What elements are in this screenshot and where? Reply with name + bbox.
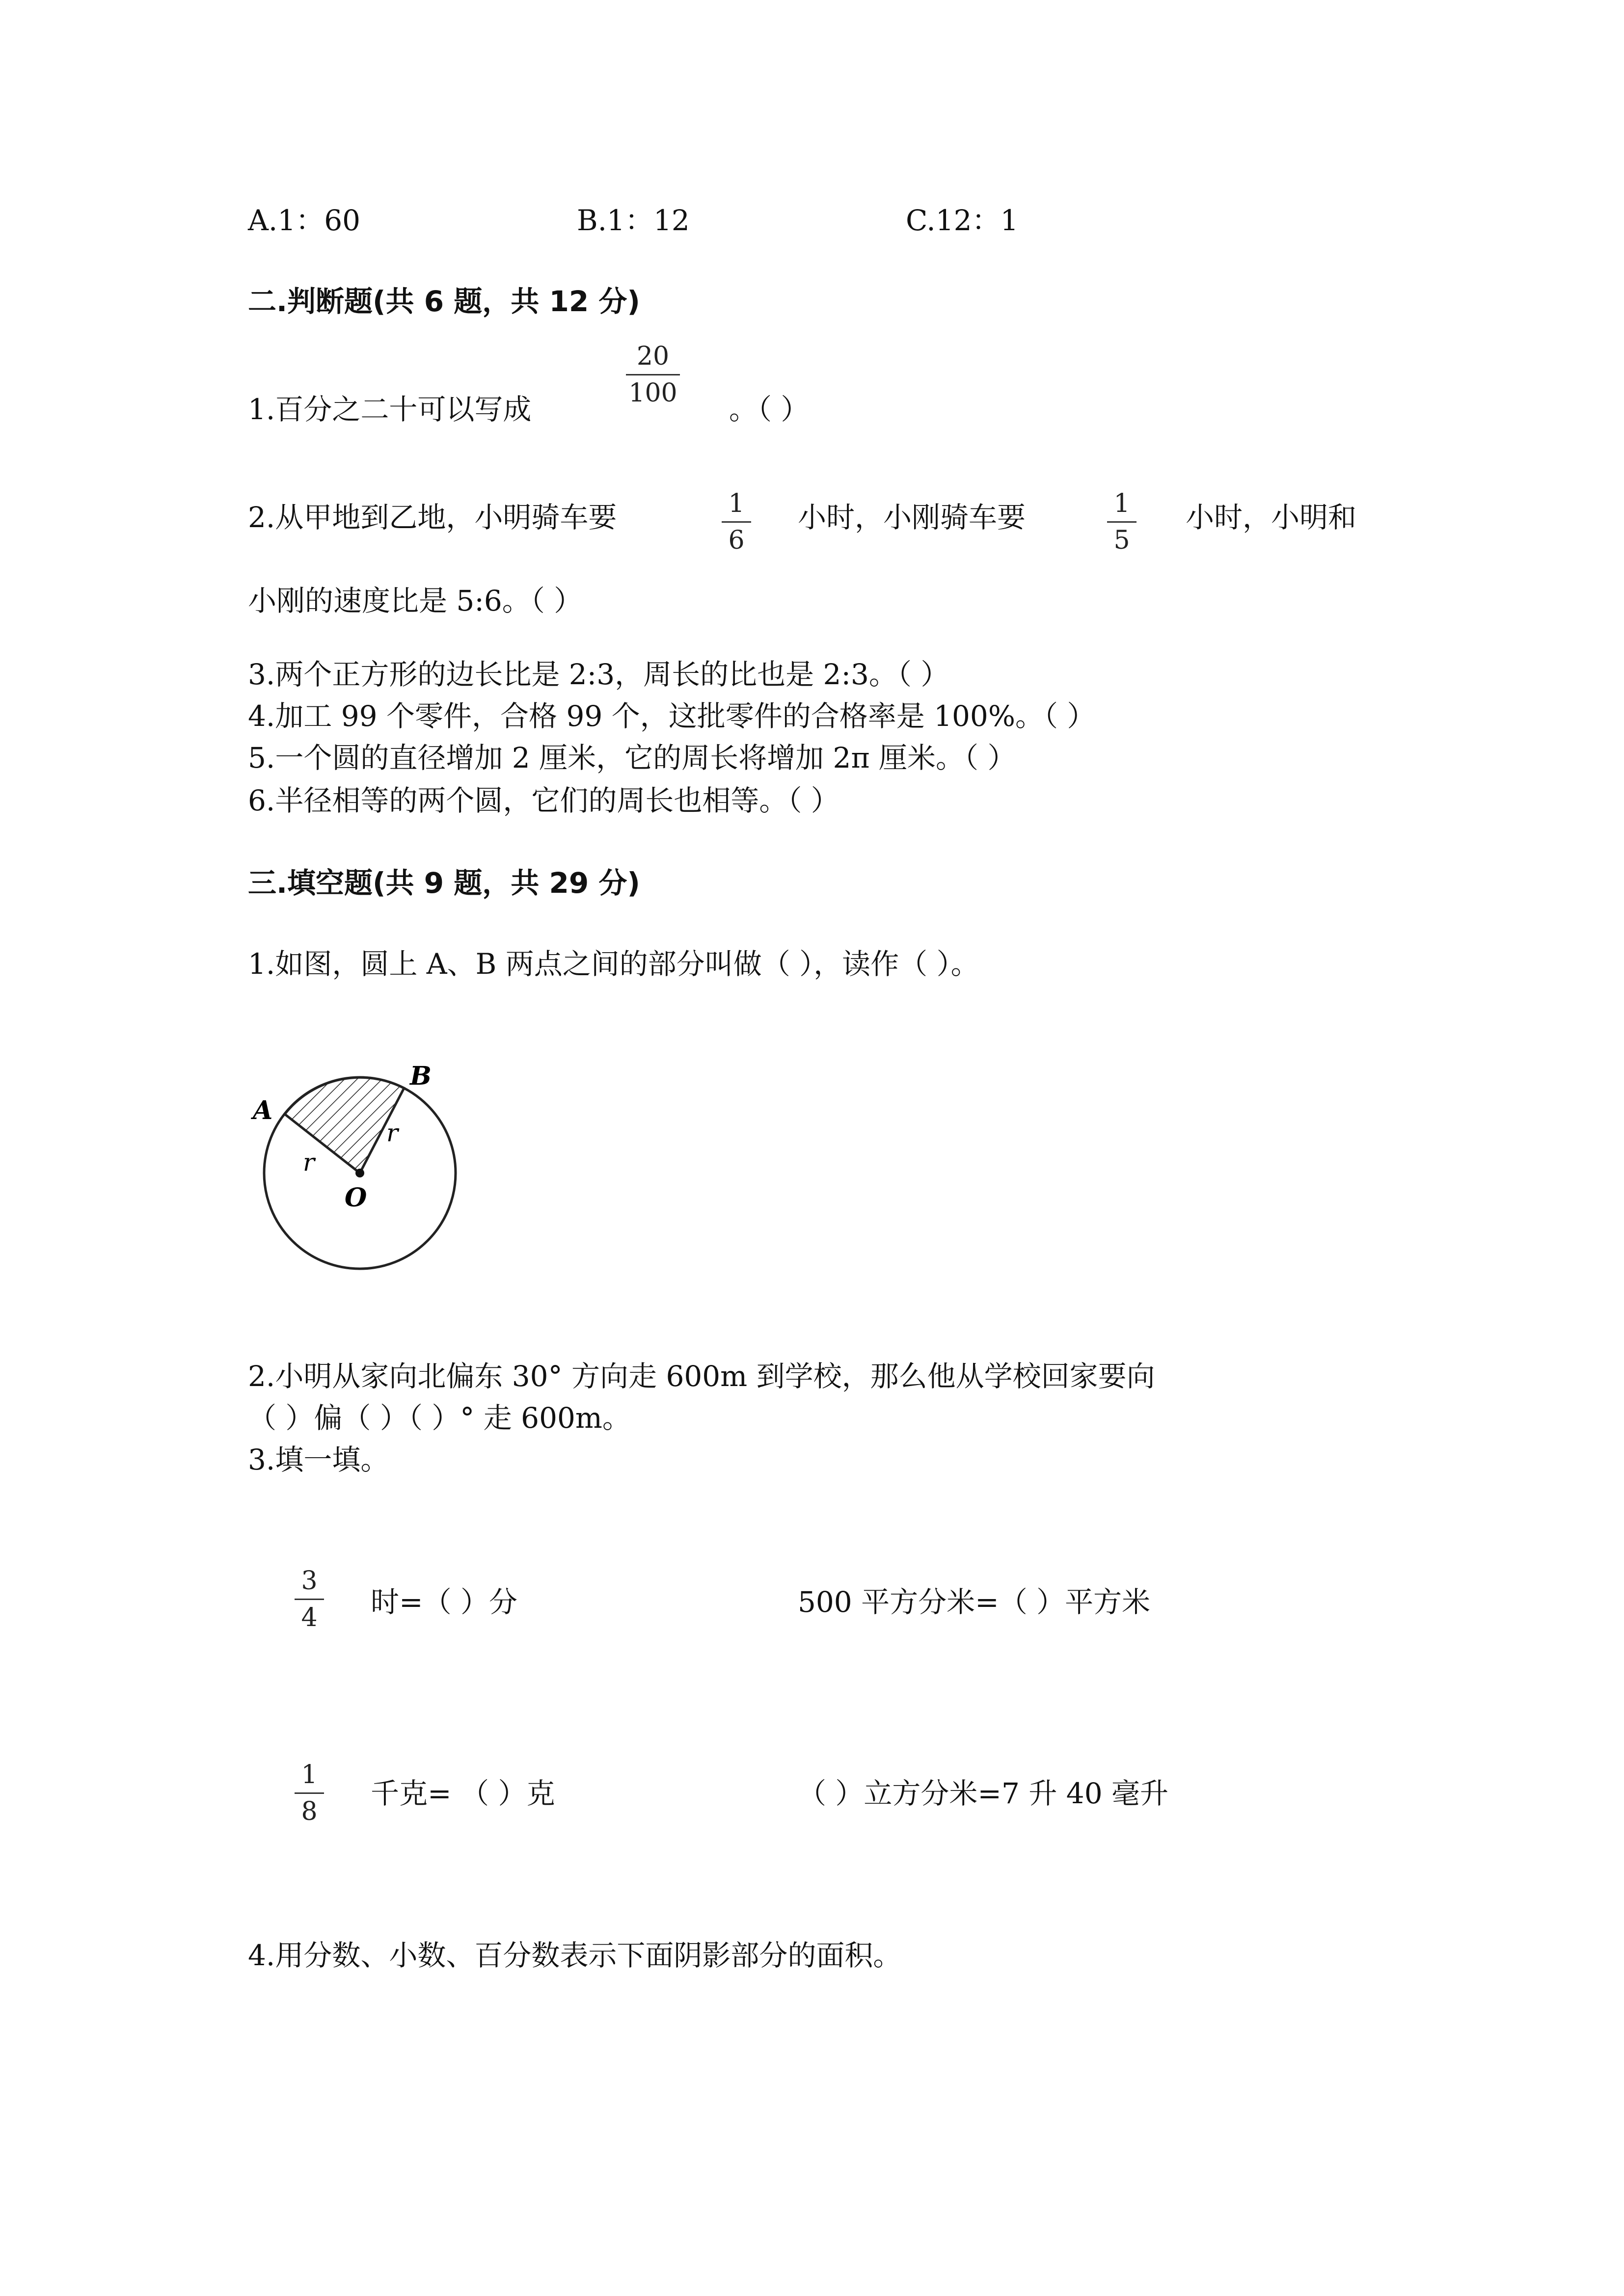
s2-q3: 3.两个正方形的边长比是 2:3，周长的比也是 2:3。（ ）: [248, 658, 949, 691]
s2-q1-text: 1.百分之二十可以写成: [248, 393, 532, 426]
s2-q2-part1: 2.从甲地到乙地，小明骑车要: [248, 501, 617, 534]
choice-a: A.1：60: [248, 204, 361, 237]
s2-q6: 6.半径相等的两个圆，它们的周长也相等。（ ）: [248, 784, 839, 817]
s2-q2-fraction-2: [1107, 491, 1137, 553]
s2-q2-f2-num: 1: [1113, 489, 1130, 518]
label-r-right: r: [386, 1119, 398, 1147]
s3-q1: 1.如图，圆上 A、B 两点之间的部分叫做（ ），读作（ ）。: [248, 947, 979, 981]
s2-q1-fraction: [626, 344, 680, 406]
fill-r2-right: （ ）立方分米=7 升 40 毫升: [798, 1777, 1169, 1810]
s2-q2-line2: 小刚的速度比是 5:6。（ ）: [248, 584, 583, 617]
fill-r2-left: 千克= （ ）克: [371, 1777, 555, 1810]
label-a: A: [253, 1095, 273, 1125]
s3-q2-line1: 2.小明从家向北偏东 30° 方向走 600m 到学校，那么他从学校回家要向: [248, 1360, 1155, 1393]
fill-r1-frac-num: 3: [301, 1566, 318, 1596]
choice-b: B.1：12: [577, 204, 690, 237]
s2-q1-frac-num: 20: [636, 342, 670, 371]
s2-q5: 5.一个圆的直径增加 2 厘米，它的周长将增加 2π 厘米。（ ）: [248, 741, 1016, 774]
fill-r1-right: 500 平方分米=（ ）平方米: [798, 1585, 1151, 1619]
label-b: B: [410, 1061, 432, 1091]
center-point: [355, 1169, 364, 1177]
s2-q2-f2-den: 5: [1113, 526, 1130, 555]
section2-title: 二.判断题(共 6 题，共 12 分): [248, 285, 640, 318]
circle-sector-figure: [248, 1050, 474, 1276]
section3-title: 三.填空题(共 9 题，共 29 分): [248, 866, 640, 900]
s3-q2-line2: （ ）偏（ ）（ ）° 走 600m。: [248, 1401, 631, 1435]
choice-c: C.12：1: [906, 204, 1019, 237]
fill-r1-frac-den: 4: [301, 1603, 318, 1632]
label-r-left: r: [303, 1148, 315, 1176]
fill-r2-frac-den: 8: [301, 1797, 318, 1826]
s3-q4: 4.用分数、小数、百分数表示下面阴影部分的面积。: [248, 1939, 902, 1972]
s2-q2-fraction-1: [722, 491, 751, 553]
label-o: O: [345, 1183, 367, 1213]
fill-r2-fraction: [295, 1762, 324, 1824]
fill-r1-left: 时=（ ）分: [371, 1585, 518, 1619]
s2-q1-frac-den: 100: [628, 378, 677, 408]
s2-q2-part3: 小时，小明和: [1186, 501, 1357, 534]
s2-q2-f1-num: 1: [728, 489, 745, 518]
s2-q1-tail: 。（ ）: [729, 393, 810, 426]
s3-q3: 3.填一填。: [248, 1443, 389, 1476]
fill-r2-frac-num: 1: [301, 1760, 318, 1789]
s2-q2-f1-den: 6: [728, 526, 745, 555]
s2-q4: 4.加工 99 个零件，合格 99 个，这批零件的合格率是 100%。（ ）: [248, 699, 1096, 733]
s2-q2-part2: 小时，小刚骑车要: [798, 501, 1026, 534]
fill-r1-fraction: [295, 1568, 324, 1630]
